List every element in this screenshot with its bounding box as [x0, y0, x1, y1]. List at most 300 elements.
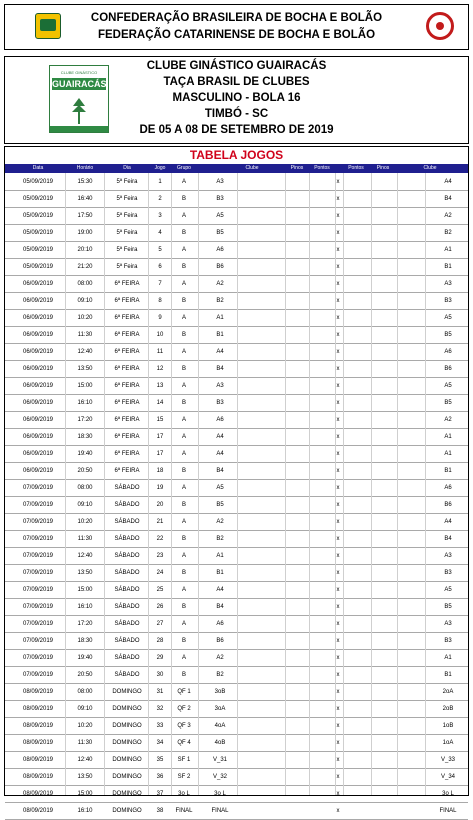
event-header	[4, 56, 469, 144]
cell-horario: 09:10	[77, 502, 93, 508]
cell-dia: 6ª FEIRA	[114, 315, 140, 321]
cell-clube-b: 2oA	[442, 689, 454, 695]
cell-versus: x	[336, 570, 340, 576]
cell-clube-a: B2	[216, 672, 224, 678]
header-line-1: CONFEDERAÇÃO BRASILEIRA DE BOCHA E BOLÃO	[90, 12, 383, 24]
cell-versus: x	[336, 196, 340, 202]
cell-jogo: 33	[156, 723, 164, 729]
cell-dia: SÁBADO	[114, 655, 140, 661]
cell-data: 07/09/2019	[22, 655, 54, 661]
cell-horario: 12:40	[77, 553, 93, 559]
cell-clube-a: 3oA	[214, 706, 226, 712]
cell-jogo: 19	[156, 485, 164, 491]
col-horario: Horário	[76, 165, 94, 171]
cell-grupo: B	[181, 604, 186, 610]
cell-clube-b: B4	[444, 536, 452, 542]
cell-dia: SÁBADO	[114, 638, 140, 644]
cell-versus: x	[336, 264, 340, 270]
cell-dia: DOMINGO	[112, 774, 142, 780]
cell-versus: x	[336, 179, 340, 185]
cell-jogo: 31	[156, 689, 164, 695]
cell-dia: 6ª FEIRA	[114, 417, 140, 423]
cell-clube-a: A1	[216, 553, 224, 559]
cell-clube-b: A2	[444, 213, 452, 219]
cell-data: 05/09/2019	[22, 230, 54, 236]
cell-grupo: QF 2	[177, 706, 191, 712]
cell-jogo: 17	[156, 434, 164, 440]
cell-clube-b: A3	[444, 553, 452, 559]
cell-clube-b: A1	[444, 247, 452, 253]
cell-clube-a: A2	[216, 281, 224, 287]
cell-clube-a: A4	[216, 434, 224, 440]
col-clube-a: Clube	[245, 165, 259, 171]
cell-dia: 6ª FEIRA	[114, 332, 140, 338]
cell-jogo: 24	[156, 570, 164, 576]
cell-clube-b: A1	[444, 655, 452, 661]
cell-clube-b: B3	[444, 298, 452, 304]
cell-dia: SÁBADO	[114, 587, 140, 593]
grid-line	[237, 173, 238, 795]
grid-line	[65, 173, 66, 795]
cell-dia: DOMINGO	[112, 808, 142, 814]
cell-versus: x	[336, 706, 340, 712]
cell-dia: 6ª FEIRA	[114, 383, 140, 389]
cell-data: 08/09/2019	[22, 706, 54, 712]
cell-dia: DOMINGO	[112, 689, 142, 695]
cell-dia: DOMINGO	[112, 706, 142, 712]
table-header	[5, 164, 468, 173]
cell-clube-a: B3	[216, 196, 224, 202]
cell-versus: x	[336, 298, 340, 304]
cell-data: 06/09/2019	[22, 400, 54, 406]
cell-horario: 19:00	[77, 230, 93, 236]
cell-clube-b: V_34	[440, 774, 455, 780]
cell-versus: x	[336, 366, 340, 372]
cell-clube-a: 3o L	[214, 791, 226, 797]
cell-clube-a: A5	[216, 485, 224, 491]
cell-horario: 15:00	[77, 791, 93, 797]
cell-data: 08/09/2019	[22, 774, 54, 780]
cell-jogo: 15	[156, 417, 164, 423]
cell-clube-b: A6	[444, 485, 452, 491]
col-pinos-b: Pinos	[376, 165, 390, 171]
cell-data: 05/09/2019	[22, 179, 54, 185]
cell-jogo: 36	[156, 774, 164, 780]
cell-versus: x	[336, 349, 340, 355]
cell-data: 06/09/2019	[22, 383, 54, 389]
cell-jogo: 35	[156, 757, 164, 763]
cell-versus: x	[336, 519, 340, 525]
cell-horario: 13:50	[77, 366, 93, 372]
cell-data: 08/09/2019	[22, 740, 54, 746]
cell-dia: DOMINGO	[112, 740, 142, 746]
cell-versus: x	[336, 757, 340, 763]
cell-dia: SÁBADO	[114, 621, 140, 627]
cell-clube-b: B4	[444, 196, 452, 202]
cell-horario: 15:30	[77, 179, 93, 185]
cell-versus: x	[336, 723, 340, 729]
cell-data: 06/09/2019	[22, 315, 54, 321]
cell-horario: 16:10	[77, 604, 93, 610]
cell-horario: 08:00	[77, 485, 93, 491]
cell-clube-b: A1	[444, 451, 452, 457]
cell-versus: x	[336, 655, 340, 661]
cell-clube-a: A4	[216, 349, 224, 355]
cell-grupo: SF 2	[177, 774, 191, 780]
event-cup: TAÇA BRASIL DE CLUBES	[163, 76, 310, 88]
cell-data: 08/09/2019	[22, 689, 54, 695]
cell-data: 08/09/2019	[22, 757, 54, 763]
cell-dia: SÁBADO	[114, 672, 140, 678]
cell-horario: 10:20	[77, 723, 93, 729]
event-city: TIMBÓ - SC	[204, 108, 269, 120]
cell-clube-b: A6	[444, 349, 452, 355]
cell-clube-b: A5	[444, 587, 452, 593]
cell-grupo: B	[181, 570, 186, 576]
cell-clube-b: A5	[444, 383, 452, 389]
cell-versus: x	[336, 808, 340, 814]
cell-dia: SÁBADO	[114, 485, 140, 491]
cell-grupo: A	[181, 349, 186, 355]
cell-horario: 11:30	[77, 740, 93, 746]
cell-grupo: B	[181, 230, 186, 236]
cell-clube-a: B2	[216, 536, 224, 542]
cell-data: 07/09/2019	[22, 604, 54, 610]
cell-clube-a: B4	[216, 604, 224, 610]
cell-clube-a: A2	[216, 519, 224, 525]
cell-jogo: 6	[158, 264, 162, 270]
grid-line	[171, 173, 172, 795]
cell-data: 05/09/2019	[22, 196, 54, 202]
cell-data: 06/09/2019	[22, 366, 54, 372]
cell-versus: x	[336, 434, 340, 440]
grid-line	[397, 173, 398, 795]
cell-clube-a: B3	[216, 400, 224, 406]
cell-dia: 6ª FEIRA	[114, 349, 140, 355]
cell-clube-b: B5	[444, 400, 452, 406]
cell-grupo: FINAL	[175, 808, 193, 814]
cell-dia: DOMINGO	[112, 757, 142, 763]
cell-horario: 09:10	[77, 298, 93, 304]
cell-clube-b: B6	[444, 366, 452, 372]
cell-grupo: A	[181, 587, 186, 593]
cell-versus: x	[336, 621, 340, 627]
cell-data: 06/09/2019	[22, 332, 54, 338]
cell-clube-b: A5	[444, 315, 452, 321]
cell-clube-b: B1	[444, 672, 452, 678]
guairacas-logo-icon: CLUBE GINÁSTICO GUAIRACÁS	[49, 65, 109, 133]
cell-clube-a: B2	[216, 298, 224, 304]
col-pontos-a: Pontos	[314, 165, 330, 171]
cell-data: 05/09/2019	[22, 213, 54, 219]
cell-clube-a: B1	[216, 570, 224, 576]
cell-jogo: 13	[156, 383, 164, 389]
cell-clube-b: B1	[444, 468, 452, 474]
cell-clube-a: B6	[216, 264, 224, 270]
cell-horario: 13:50	[77, 774, 93, 780]
cell-clube-b: 3o L	[442, 791, 454, 797]
cell-data: 07/09/2019	[22, 502, 54, 508]
cell-data: 08/09/2019	[22, 723, 54, 729]
cell-dia: SÁBADO	[114, 519, 140, 525]
cell-clube-b: V_33	[440, 757, 455, 763]
cell-versus: x	[336, 604, 340, 610]
cell-versus: x	[336, 281, 340, 287]
cell-dia: 6ª FEIRA	[114, 366, 140, 372]
cell-horario: 10:20	[77, 315, 93, 321]
grid-line	[198, 173, 199, 795]
cell-jogo: 3	[158, 213, 162, 219]
cell-dia: 6ª FEIRA	[114, 434, 140, 440]
cell-versus: x	[336, 638, 340, 644]
cell-clube-b: B3	[444, 638, 452, 644]
cell-horario: 12:40	[77, 757, 93, 763]
cell-versus: x	[336, 536, 340, 542]
cell-dia: 5ª Feira	[116, 247, 138, 253]
cell-data: 06/09/2019	[22, 298, 54, 304]
cell-clube-a: 4oB	[214, 740, 226, 746]
grid-line	[309, 173, 310, 795]
cell-horario: 09:10	[77, 706, 93, 712]
cell-grupo: A	[181, 485, 186, 491]
cell-clube-a: A6	[216, 417, 224, 423]
cell-clube-a: A3	[216, 383, 224, 389]
cell-jogo: 30	[156, 672, 164, 678]
cell-grupo: B	[181, 332, 186, 338]
cell-clube-b: B2	[444, 230, 452, 236]
cell-versus: x	[336, 247, 340, 253]
cell-jogo: 4	[158, 230, 162, 236]
cell-versus: x	[336, 791, 340, 797]
cell-data: 07/09/2019	[22, 519, 54, 525]
cell-grupo: QF 1	[177, 689, 191, 695]
cell-clube-b: A1	[444, 434, 452, 440]
cell-dia: SÁBADO	[114, 570, 140, 576]
cell-jogo: 21	[156, 519, 164, 525]
cell-clube-a: A2	[216, 655, 224, 661]
cell-clube-a: A4	[216, 587, 224, 593]
cell-clube-a: B6	[216, 638, 224, 644]
cell-clube-a: B4	[216, 366, 224, 372]
cell-grupo: A	[181, 519, 186, 525]
cell-dia: 5ª Feira	[116, 179, 138, 185]
cell-horario: 08:00	[77, 689, 93, 695]
cell-horario: 11:30	[77, 536, 93, 542]
cell-clube-b: A3	[444, 621, 452, 627]
cell-horario: 20:50	[77, 468, 93, 474]
cell-horario: 17:20	[77, 417, 93, 423]
cell-dia: 5ª Feira	[116, 196, 138, 202]
cell-grupo: A	[181, 315, 186, 321]
cell-dia: SÁBADO	[114, 536, 140, 542]
cell-versus: x	[336, 485, 340, 491]
cell-jogo: 32	[156, 706, 164, 712]
cell-versus: x	[336, 315, 340, 321]
cell-horario: 20:10	[77, 247, 93, 253]
cell-horario: 18:30	[77, 434, 93, 440]
cell-jogo: 17	[156, 451, 164, 457]
cell-jogo: 1	[158, 179, 162, 185]
cell-versus: x	[336, 672, 340, 678]
cell-data: 07/09/2019	[22, 536, 54, 542]
cell-jogo: 7	[158, 281, 162, 287]
table-title: TABELA JOGOS	[189, 148, 284, 162]
cell-data: 07/09/2019	[22, 553, 54, 559]
cell-clube-b: A3	[444, 281, 452, 287]
cell-jogo: 12	[156, 366, 164, 372]
cell-jogo: 18	[156, 468, 164, 474]
cell-dia: 5ª Feira	[116, 213, 138, 219]
cell-jogo: 26	[156, 604, 164, 610]
cell-horario: 20:50	[77, 672, 93, 678]
event-category: MASCULINO - BOLA 16	[172, 92, 301, 104]
col-jogo: Jogo	[154, 165, 166, 171]
cell-jogo: 34	[156, 740, 164, 746]
cell-data: 06/09/2019	[22, 451, 54, 457]
cell-clube-a: A5	[216, 213, 224, 219]
cell-clube-b: 2oB	[442, 706, 454, 712]
cell-dia: DOMINGO	[112, 791, 142, 797]
cell-clube-b: B1	[444, 264, 452, 270]
cell-grupo: B	[181, 298, 186, 304]
cell-grupo: B	[181, 536, 186, 542]
cell-clube-a: A1	[216, 315, 224, 321]
cell-jogo: 23	[156, 553, 164, 559]
cell-horario: 16:40	[77, 196, 93, 202]
cell-data: 07/09/2019	[22, 638, 54, 644]
cell-grupo: A	[181, 179, 186, 185]
cell-versus: x	[336, 383, 340, 389]
cell-grupo: A	[181, 213, 186, 219]
cell-jogo: 11	[156, 349, 164, 355]
header-line-2: FEDERAÇÃO CATARINENSE DE BOCHA E BOLÃO	[97, 29, 376, 41]
cell-data: 06/09/2019	[22, 468, 54, 474]
cell-horario: 11:30	[77, 332, 93, 338]
cell-jogo: 8	[158, 298, 162, 304]
cell-jogo: 5	[158, 247, 162, 253]
cell-dia: 6ª FEIRA	[114, 400, 140, 406]
event-club: CLUBE GINÁSTICO GUAIRACÁS	[146, 60, 327, 72]
cell-jogo: 27	[156, 621, 164, 627]
cell-dia: SÁBADO	[114, 553, 140, 559]
cell-clube-a: 3oB	[214, 689, 226, 695]
cell-grupo: QF 3	[177, 723, 191, 729]
cell-grupo: B	[181, 672, 186, 678]
cell-clube-b: 1oA	[442, 740, 454, 746]
cell-versus: x	[336, 502, 340, 508]
cell-data: 07/09/2019	[22, 587, 54, 593]
cell-data: 05/09/2019	[22, 247, 54, 253]
cell-data: 06/09/2019	[22, 281, 54, 287]
cell-versus: x	[336, 553, 340, 559]
cell-dia: SÁBADO	[114, 502, 140, 508]
cell-jogo: 10	[156, 332, 164, 338]
cell-clube-a: A4	[216, 451, 224, 457]
col-data: Data	[32, 165, 44, 171]
cell-horario: 21:20	[77, 264, 93, 270]
cell-jogo: 37	[156, 791, 164, 797]
grid-line	[343, 173, 344, 795]
cell-grupo: A	[181, 417, 186, 423]
cell-data: 07/09/2019	[22, 570, 54, 576]
cell-horario: 17:20	[77, 621, 93, 627]
cell-grupo: QF 4	[177, 740, 191, 746]
cell-versus: x	[336, 740, 340, 746]
cell-clube-b: A2	[444, 417, 452, 423]
cell-grupo: A	[181, 621, 186, 627]
cell-horario: 15:00	[77, 383, 93, 389]
cell-data: 06/09/2019	[22, 349, 54, 355]
cell-horario: 10:20	[77, 519, 93, 525]
cell-grupo: A	[181, 553, 186, 559]
cell-grupo: A	[181, 247, 186, 253]
cell-clube-b: A4	[444, 179, 452, 185]
cell-jogo: 29	[156, 655, 164, 661]
cell-jogo: 28	[156, 638, 164, 644]
cell-dia: 6ª FEIRA	[114, 298, 140, 304]
cell-clube-a: FINAL	[211, 808, 229, 814]
cell-horario: 18:30	[77, 638, 93, 644]
cell-versus: x	[336, 417, 340, 423]
cell-horario: 16:10	[77, 400, 93, 406]
grid-line	[104, 173, 105, 795]
cell-jogo: 14	[156, 400, 164, 406]
cell-horario: 13:50	[77, 570, 93, 576]
cell-clube-a: B5	[216, 230, 224, 236]
cell-jogo: 22	[156, 536, 164, 542]
cell-dia: 5ª Feira	[116, 230, 138, 236]
col-pontos-b: Pontos	[348, 165, 364, 171]
cell-clube-b: 1oB	[442, 723, 454, 729]
cell-data: 07/09/2019	[22, 621, 54, 627]
cell-jogo: 25	[156, 587, 164, 593]
cell-grupo: A	[181, 451, 186, 457]
cell-data: 06/09/2019	[22, 434, 54, 440]
cell-jogo: 9	[158, 315, 162, 321]
cell-grupo: B	[181, 502, 186, 508]
cell-grupo: B	[181, 638, 186, 644]
cell-clube-b: B5	[444, 332, 452, 338]
cell-grupo: A	[181, 383, 186, 389]
cell-versus: x	[336, 213, 340, 219]
cell-horario: 15:00	[77, 587, 93, 593]
cell-clube-a: B1	[216, 332, 224, 338]
cell-dia: SÁBADO	[114, 604, 140, 610]
cell-horario: 19:40	[77, 655, 93, 661]
cell-grupo: A	[181, 434, 186, 440]
cell-clube-a: B4	[216, 468, 224, 474]
cell-clube-a: 4oA	[214, 723, 226, 729]
cell-jogo: 20	[156, 502, 164, 508]
cell-data: 08/09/2019	[22, 808, 54, 814]
grid-line	[148, 173, 149, 795]
cell-dia: 6ª FEIRA	[114, 468, 140, 474]
col-grupo: Grupo	[177, 165, 191, 171]
cell-dia: 5ª Feira	[116, 264, 138, 270]
cell-jogo: 38	[156, 808, 164, 814]
cell-horario: 19:40	[77, 451, 93, 457]
cell-versus: x	[336, 230, 340, 236]
cell-versus: x	[336, 332, 340, 338]
grid-line	[285, 173, 286, 795]
grid-line	[335, 173, 336, 795]
grid-line	[425, 173, 426, 795]
cell-clube-b: FINAL	[439, 808, 457, 814]
col-pinos-a: Pinos	[290, 165, 304, 171]
col-clube-b: Clube	[423, 165, 437, 171]
games-table	[4, 146, 469, 814]
federation-header	[4, 4, 469, 50]
